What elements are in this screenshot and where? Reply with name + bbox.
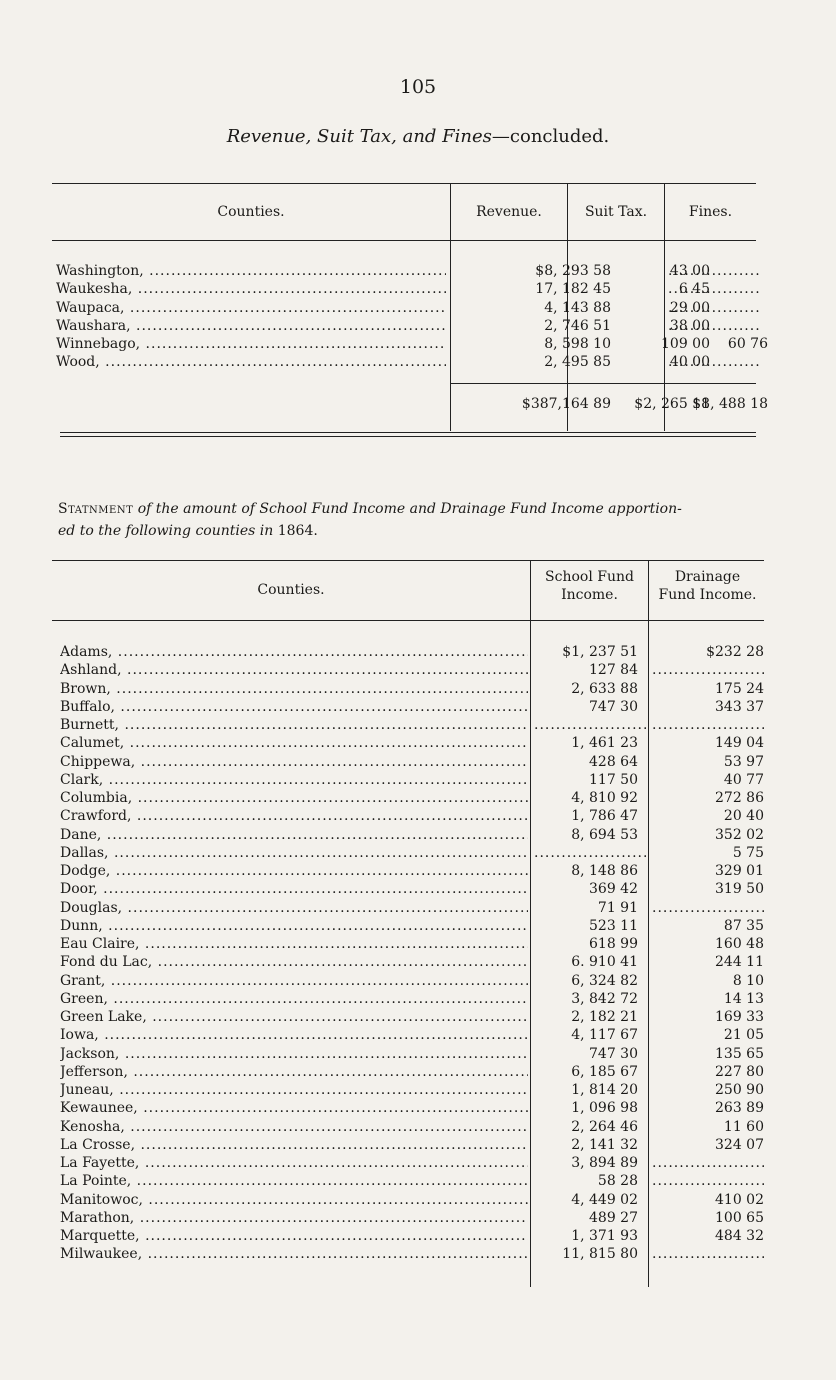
total-fines: $1, 488 18 (692, 396, 768, 412)
revenue-value: 2, 746 51 (544, 317, 611, 334)
drainage-fund-value: 149 04 (715, 735, 764, 752)
county-name: Fond du Lac, ..... (60, 953, 528, 971)
drainage-fund-value: 250 90 (715, 1082, 764, 1098)
county-name: Douglas, ..... (60, 899, 528, 917)
county-name: Juneau, ..... (60, 1081, 528, 1099)
county-name: Milwaukee, ..... (60, 1245, 528, 1263)
county-name: Columbia, ..... (60, 789, 528, 807)
table1-title-italic: Revenue, Suit Tax, and Fines (226, 126, 492, 147)
school-fund-value: 71 91 (597, 899, 638, 916)
county-name: Burnett, ..... (60, 716, 528, 734)
county-name: Green, ..... (60, 990, 528, 1008)
drainage-fund-value: 135 65 (715, 1045, 764, 1062)
table1-title (0, 126, 836, 147)
county-name: Dunn, ..... (60, 917, 528, 935)
county-name: Manitowoc, ..... (60, 1191, 528, 1209)
drainage-header-line2: Fund Income. (658, 587, 757, 603)
school-fund-value: 58 28 (597, 1173, 638, 1190)
table1-row (56, 317, 766, 335)
statement-lead: Statnment (58, 501, 134, 517)
school-fund-value: 618 99 (589, 936, 638, 952)
county-name: Wood, ..... (56, 353, 446, 371)
school-fund-value: 1, 096 98 (571, 1100, 638, 1117)
drainage-fund-value: 14 13 (723, 990, 764, 1007)
county-name: Adams, ..... (60, 643, 528, 661)
table2-row (60, 680, 766, 698)
drainage-fund-value: 160 48 (715, 936, 764, 952)
fines-value: 60 76 (727, 336, 768, 352)
table1-row (56, 262, 766, 280)
table2-row (60, 771, 766, 789)
drainage-fund-value: 410 02 (715, 1191, 764, 1208)
county-name: Eau Claire, ..... (60, 935, 528, 953)
school-fund-value: 117 50 (589, 771, 638, 788)
school-header-line1: School Fund (545, 569, 634, 585)
table2-row (60, 990, 766, 1008)
school-fund-value: 8, 148 86 (571, 863, 638, 879)
revenue-value: 2, 495 85 (544, 354, 611, 371)
county-name: La Crosse, ..... (60, 1136, 528, 1154)
suit-tax-value: 109 00 (661, 336, 710, 352)
county-name: Winnebago, ..... (56, 335, 446, 353)
fines-leader (668, 353, 760, 371)
school-fund-value: 747 30 (589, 1045, 638, 1062)
table2-row (60, 698, 766, 716)
table1-header-suit-tax: Suit Tax. (584, 204, 648, 220)
county-name: Kenosha, ..... (60, 1118, 528, 1136)
drainage-fund-value: 8 10 (732, 972, 764, 989)
drainage-fund-value: 484 32 (715, 1228, 764, 1244)
table2-row (60, 807, 766, 825)
table1-body (56, 262, 766, 372)
school-header-line2: Income. (561, 587, 618, 603)
drainage-header-line1: Drainage (674, 569, 741, 585)
county-name: Dane, ..... (60, 826, 528, 844)
table2-row (60, 1136, 766, 1154)
county-name: Washington, ..... (56, 262, 446, 280)
fines-leader (668, 262, 760, 280)
table2-row (60, 661, 766, 679)
total-suit-tax: $2, 265 18 (634, 396, 710, 412)
table1-top-rule (52, 183, 756, 184)
table1-row (56, 353, 766, 371)
county-name: Kewaunee, ..... (60, 1099, 528, 1117)
county-name: Calumet, ..... (60, 734, 528, 752)
drainage-fund-leader (652, 1154, 764, 1172)
table2-row (60, 953, 766, 971)
revenue-value: $8, 293 58 (535, 263, 611, 279)
table1-row (56, 280, 766, 298)
table2-row (60, 1191, 766, 1209)
table2-row (60, 1026, 766, 1044)
school-fund-leader (534, 844, 646, 862)
county-name: Dodge, ..... (60, 862, 528, 880)
school-fund-value: $1, 237 51 (562, 644, 638, 660)
table2-row (60, 917, 766, 935)
school-fund-value: 2, 264 46 (571, 1118, 638, 1135)
table1-bottom-rule-2 (60, 436, 756, 437)
drainage-fund-value: 20 40 (723, 808, 764, 825)
table1-row (56, 299, 766, 317)
school-fund-value: 3, 894 89 (571, 1155, 638, 1171)
table1-row (56, 335, 766, 353)
county-name: Jefferson, ..... (60, 1063, 528, 1081)
school-fund-value: 747 30 (589, 698, 638, 715)
table1-header-fines: Fines. (688, 204, 733, 220)
county-name: La Pointe, ..... (60, 1172, 528, 1190)
county-name: Grant, ..... (60, 972, 528, 990)
drainage-fund-value: $232 28 (706, 644, 764, 660)
school-fund-value: 11, 815 80 (562, 1246, 638, 1263)
statement-year: 1864. (277, 523, 318, 539)
revenue-value: 17, 182 45 (535, 281, 611, 298)
table2-row (60, 1227, 766, 1245)
school-fund-value: 127 84 (589, 662, 638, 679)
drainage-fund-value: 100 65 (715, 1209, 764, 1226)
drainage-fund-leader (652, 899, 764, 917)
drainage-fund-leader (652, 1245, 764, 1263)
page-number: 105 (399, 76, 437, 98)
county-name: Brown, ..... (60, 680, 528, 698)
drainage-fund-value: 21 05 (723, 1027, 764, 1044)
table2-top-rule (52, 560, 764, 561)
table2-row (60, 1118, 766, 1136)
drainage-fund-leader (652, 1172, 764, 1190)
county-name: Ashland, ..... (60, 661, 528, 679)
table2-row (60, 643, 766, 661)
drainage-fund-value: 329 01 (715, 863, 764, 879)
drainage-fund-value: 263 89 (715, 1100, 764, 1117)
county-name: Green Lake, ..... (60, 1008, 528, 1026)
county-name: Waukesha, ..... (56, 280, 446, 298)
fines-leader (668, 317, 760, 335)
table1-totals-row (56, 395, 766, 413)
table1-total-rule (450, 383, 756, 384)
drainage-fund-value: 40 77 (723, 771, 764, 788)
county-name: Waushara, ..... (56, 317, 446, 335)
table2-row (60, 1045, 766, 1063)
school-fund-value: 369 42 (589, 881, 638, 898)
table1-header-revenue: Revenue. (476, 204, 542, 220)
school-fund-value: 428 64 (589, 753, 638, 770)
drainage-fund-value: 175 24 (715, 680, 764, 697)
table2-row (60, 972, 766, 990)
county-name: La Fayette, ..... (60, 1154, 528, 1172)
school-fund-value: 523 11 (589, 917, 638, 934)
table2-row (60, 1209, 766, 1227)
suit-tax-value: 38 00 (669, 317, 710, 334)
drainage-fund-value: 244 11 (715, 954, 764, 971)
table2-row (60, 1063, 766, 1081)
county-name: Chippewa, ..... (60, 753, 528, 771)
table2-row (60, 1154, 766, 1172)
school-fund-value: 6. 910 41 (571, 954, 638, 971)
table2-row (60, 862, 766, 880)
county-name: Iowa, ..... (60, 1026, 528, 1044)
county-name: Buffalo, ..... (60, 698, 528, 716)
school-fund-value: 1, 371 93 (571, 1228, 638, 1244)
drainage-fund-value: 53 97 (723, 753, 764, 770)
table2-row (60, 935, 766, 953)
school-fund-leader (534, 716, 646, 734)
county-name: Jackson, ..... (60, 1045, 528, 1063)
table2-row (60, 844, 766, 862)
table1-totals (56, 395, 766, 413)
table2-row (60, 880, 766, 898)
drainage-fund-value: 352 02 (715, 826, 764, 843)
school-fund-value: 489 27 (589, 1209, 638, 1226)
school-fund-value: 4, 449 02 (571, 1191, 638, 1208)
county-name: Clark, ..... (60, 771, 528, 789)
table2-row (60, 734, 766, 752)
drainage-fund-leader (652, 716, 764, 734)
table2-header-drainage-fund (649, 568, 766, 604)
fines-leader (668, 280, 760, 298)
school-fund-value: 6, 185 67 (571, 1063, 638, 1080)
table1-header-counties: Counties. (217, 204, 285, 220)
statement-caption (58, 498, 768, 542)
school-fund-value: 1, 814 20 (571, 1082, 638, 1098)
drainage-fund-value: 343 37 (715, 698, 764, 715)
table1-header-rule (52, 240, 756, 241)
school-fund-value: 2, 141 32 (571, 1136, 638, 1153)
table2-row (60, 753, 766, 771)
drainage-fund-value: 5 75 (732, 844, 764, 861)
school-fund-value: 2, 633 88 (571, 680, 638, 697)
school-fund-value: 8, 694 53 (571, 826, 638, 843)
drainage-fund-value: 319 50 (715, 881, 764, 898)
drainage-fund-value: 324 07 (715, 1136, 764, 1153)
school-fund-value: 1, 786 47 (571, 808, 638, 825)
table2-row (60, 1081, 766, 1099)
drainage-fund-leader (652, 661, 764, 679)
county-name: Marquette, ..... (60, 1227, 528, 1245)
statement-line-b: ed to the following counties in (58, 523, 278, 539)
drainage-fund-value: 87 35 (723, 917, 764, 934)
table1-bottom-rule-1 (60, 432, 756, 433)
fines-leader (668, 299, 760, 317)
school-fund-value: 4, 117 67 (571, 1027, 638, 1044)
table2-row (60, 1008, 766, 1026)
table2-body (60, 643, 766, 1264)
total-revenue: $387,164 89 (521, 396, 611, 412)
suit-tax-value: 6 45 (678, 281, 710, 298)
drainage-fund-value: 169 33 (715, 1009, 764, 1025)
table2-row (60, 789, 766, 807)
drainage-fund-value: 227 80 (715, 1063, 764, 1080)
school-fund-value: 1, 461 23 (571, 735, 638, 752)
table2-row (60, 1172, 766, 1190)
table2-header-rule (52, 620, 764, 621)
suit-tax-value: 40 00 (669, 354, 710, 371)
drainage-fund-value: 272 86 (715, 790, 764, 806)
statement-line-a: of the amount of School Fund Income and Drainage Fund Income apportion- (133, 501, 682, 517)
school-fund-value: 6, 324 82 (571, 972, 638, 989)
revenue-value: 8, 598 10 (544, 336, 611, 352)
school-fund-value: 3, 842 72 (571, 990, 638, 1007)
table2-row (60, 1099, 766, 1117)
county-name: Waupaca, ..... (56, 299, 446, 317)
table2-header-counties: Counties. (257, 582, 325, 598)
suit-tax-value: 43 00 (669, 263, 710, 279)
drainage-fund-value: 11 60 (723, 1118, 764, 1135)
table2-row (60, 1245, 766, 1263)
table2-header-school-fund (531, 568, 648, 604)
suit-tax-value: 29 00 (669, 299, 710, 316)
table2-row (60, 899, 766, 917)
county-name: Door, ..... (60, 880, 528, 898)
county-name: Marathon, ..... (60, 1209, 528, 1227)
table2-row (60, 826, 766, 844)
table2-row (60, 716, 766, 734)
revenue-value: 4, 143 88 (544, 299, 611, 316)
school-fund-value: 2, 182 21 (571, 1009, 638, 1025)
school-fund-value: 4, 810 92 (571, 790, 638, 806)
table1-title-plain: —concluded. (491, 126, 610, 147)
county-name: Dallas, ..... (60, 844, 528, 862)
county-name: Crawford, ..... (60, 807, 528, 825)
